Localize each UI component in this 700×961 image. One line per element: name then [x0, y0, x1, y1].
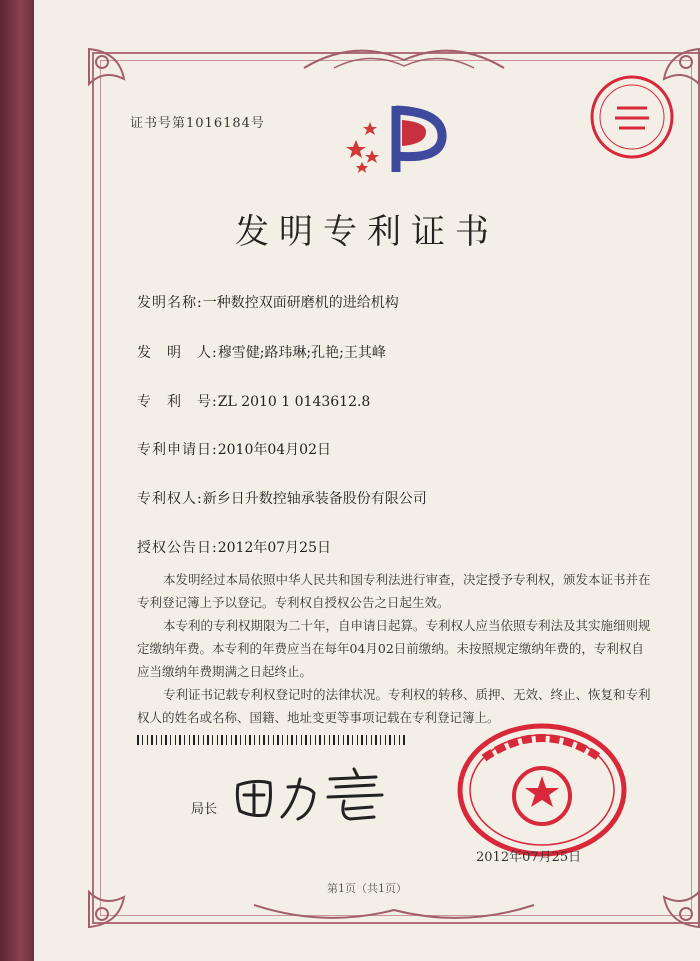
field-label: 专利申请日: — [137, 442, 218, 458]
field-label: 专利权人: — [137, 491, 203, 507]
field-value: 2010年04月02日 — [217, 442, 331, 458]
field-invention-name — [137, 292, 399, 312]
field-inventors — [137, 342, 386, 362]
certificate-body — [137, 568, 655, 729]
field-label: 专 利 号: — [137, 394, 218, 410]
field-application-date — [137, 439, 331, 459]
patent-office-logo-icon — [344, 100, 454, 180]
field-label: 发 明 人: — [137, 345, 218, 361]
bottom-ornament — [244, 900, 544, 930]
seal-date: 2012年07月25日 — [476, 850, 582, 865]
certificate-title: 发明专利证书 — [235, 212, 499, 252]
field-value: 2012年07月25日 — [217, 540, 331, 556]
barcode-icon — [137, 735, 407, 745]
tax-seal-stamp — [587, 72, 677, 162]
director-signature — [226, 765, 396, 825]
top-ornament — [294, 38, 514, 78]
field-label: 发明名称: — [137, 295, 203, 311]
body-paragraph: 本发明经过本局依照中华人民共和国专利法进行审查，决定授予专利权，颁发本证书并在专利登记簿上予以登记。专利权自授权公告之日起生效。 — [137, 572, 651, 610]
field-label: 授权公告日: — [137, 540, 218, 556]
body-paragraph: 专利证书记载专利权登记时的法律状况。专利权的转移、质押、无效、终止、恢复和专利权人的姓名或名称、国籍、地址变更等事项记载在专利登记簿上。 — [137, 687, 651, 725]
certificate-number: 证书号第1016184号 — [130, 116, 265, 131]
field-patent-number — [137, 391, 370, 411]
field-value: 穆雪健;路玮琳;孔艳;王其峰 — [217, 345, 386, 361]
corner-ornament-bottom-right — [634, 862, 700, 932]
certificate-paper — [34, 0, 700, 961]
field-grant-date — [137, 537, 331, 557]
director-label: 局长 — [191, 802, 218, 817]
corner-ornament-bottom-left — [84, 862, 154, 932]
corner-ornament-top-left — [84, 44, 154, 114]
field-value: ZL 2010 1 0143612.8 — [217, 394, 371, 410]
field-patentee — [137, 488, 427, 508]
office-seal-stamp — [454, 718, 629, 858]
field-value: 一种数控双面研磨机的进给机构 — [202, 295, 399, 311]
field-value: 新乡日升数控轴承装备股份有限公司 — [202, 491, 427, 507]
binding-edge — [0, 0, 34, 961]
body-paragraph: 本专利的专利权期限为二十年，自申请日起算。专利权人应当依照专利法及其实施细则规定缴纳年费。本专利的年费应当在每年04月02日前缴纳。未按照规定缴纳年费的，专利权自应当缴纳年费期满之日起终止。 — [137, 618, 651, 679]
page-number: 第1页（共1页） — [327, 882, 407, 895]
